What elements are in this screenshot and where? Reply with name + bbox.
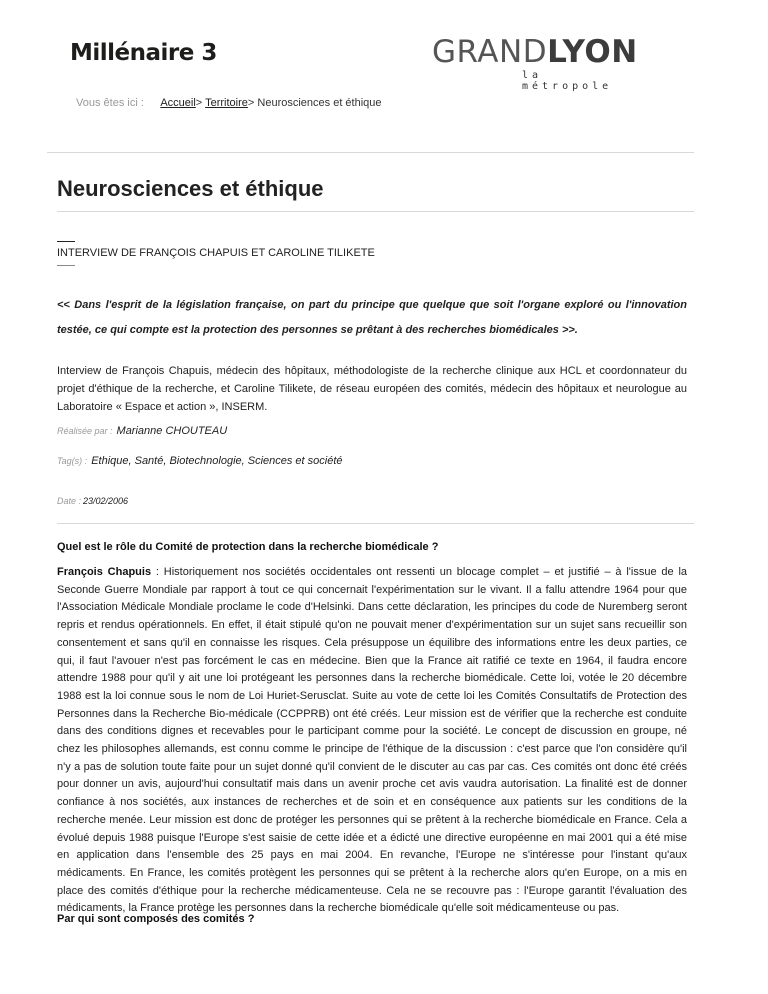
page-title: Neurosciences et éthique [57,176,324,201]
tags-list[interactable]: Ethique, Santé, Biotechnologie, Sciences et société [91,455,343,467]
breadcrumb-section-link[interactable]: Territoire [205,97,248,109]
intro-paragraph: Interview de François Chapuis, médecin des hôpitaux, méthodologiste de la recherche clinique aux HCL et coordonnateur du projet d'éthique de la recherche, et Caroline Tilikete, de réseau européen des comités, médecin des hôpitaux et neurologue au Laboratoire « Espace et action », INSERM. [57,365,687,413]
grandlyon-logo[interactable] [432,34,638,92]
breadcrumb-separator: > [247,97,255,109]
breadcrumb-prefix: Vous êtes ici : [76,97,144,109]
date-label: Date : [57,496,82,506]
date-value: 23/02/2006 [83,496,129,506]
heading-rule-top [57,241,75,242]
question-heading: Quel est le rôle du Comité de protection dans la recherche biomédicale ? [57,541,439,553]
grandlyon-logo-lyon: LYON [547,34,638,70]
breadcrumb [76,97,382,109]
answer-paragraph [57,564,687,918]
author-name[interactable]: Marianne CHOUTEAU [116,425,228,437]
breadcrumb-separator: > [195,97,203,109]
answer-text: : Historiquement nos sociétés occidentales ont ressenti un blocage complet – et justifié – à l'issue de la Seconde Guerre Mondiale par rapport à tout ce qui concernait l'expérimentation sur le vivant. Il a fallu attendre 1964 pour que l'Association Médicale Mondiale proclame le code d'Helsinki. Dans cette déclaration, les principes du code de Nuremberg seront repris et rendus opérationnels. En effet, il était stipulé qu'on ne pouvait mener d'expérimentation sur un sujet sans recueillir son consentement et sans qu'il en connaisse les risques. Cela présuppose un équilibre des informations entre les deux parties, ce qui, il faut l'avouer n'est pas forcément le cas en médecine. Bien que la France ait ratifié ce texte en 1964, il faudra encore attendre 1988 pour qu'il y ait une loi protégeant les personnes dans la recherche biomédicale. Cette loi, votée le 20 décembre 1988 est la loi connue sous le nom de Loi Huriet-Serusclat. Suite au vote de cette loi les Comités Consultatifs de Protection des Personnes dans la Recherche Bio-médicale (CCPPRB) ont été créés. Leur mission est de vérifier que la recherche est conduite dans des conditions dignes et recevables pour le participant comme pour la société. Le concept de discussion en groupe, né chez les philosophes allemands, est connu comme le principe de l'éthique de la discussion : c'est parce que l'on considère qu'il n'y a pas de solution toute faite pour un sujet donné qu'il convient de le discuter au cas par cas. Ces comités ont donc été créés pour donner un avis, aujourd'hui consultatif mais dans un avenir proche cet avis vaudra autorisation. La finalité est de donner confiance à nos sociétés, aux instances de recherches et de soin et en conséquence aux patients sur les conditions de la recherche menée. Leur mission est donc de protéger les personnes qui se prêtent à la recherche biomédicale en France. Cela a évolué depuis 1988 puisque l'Europe s'est saisie de cette idée et a édicté une directive européenne en mai 2001 qui a été mise en application dans l'ensemble des 25 pays en mai 2004. En revanche, l'Europe ne s'intéresse pour l'instant qu'aux médicaments. En France, les comités protègent les personnes qui se prêtent à la recherche alors qu'en Europe, on a mis en place des comités d'éthique pour la recherche médicamenteuse. Cela ne se recouvre pas : l'Europe garantit l'évaluation des médicaments, la France protège les personnes dans la recherche biomédicale qu'elle soit médicamenteuse ou pas. [57,566,688,915]
breadcrumb-current: Neurosciences et éthique [257,97,382,109]
breadcrumb-home-link[interactable]: Accueil [160,97,196,109]
grandlyon-logo-subtitle: la métropole [522,70,613,92]
date-line [57,496,128,506]
question-heading: Par qui sont composés des comités ? [57,913,255,925]
interview-heading: INTERVIEW DE FRANÇOIS CHAPUIS ET CAROLINE TILIKETE [57,247,375,259]
author-label: Réalisée par : [57,426,113,436]
grandlyon-logo-wordmark [432,34,638,70]
speaker-name: François Chapuis [57,566,152,578]
author-line [57,425,227,437]
millenaire3-logo[interactable]: Millénaire 3 [70,40,217,66]
divider [47,152,694,153]
heading-rule-bottom [57,265,75,266]
divider [57,211,694,212]
pull-quote: << Dans l'esprit de la législation française, on part du principe que quelque que soit l'organe exploré ou l'innovation testée, ce qui compte est la protection des personnes se prêtant à des recherches biomédicales >>. [57,299,687,336]
tags-label: Tag(s) : [57,456,88,466]
tags-line [57,455,343,467]
grandlyon-logo-grand: GRAND [432,34,548,70]
divider [57,523,694,524]
